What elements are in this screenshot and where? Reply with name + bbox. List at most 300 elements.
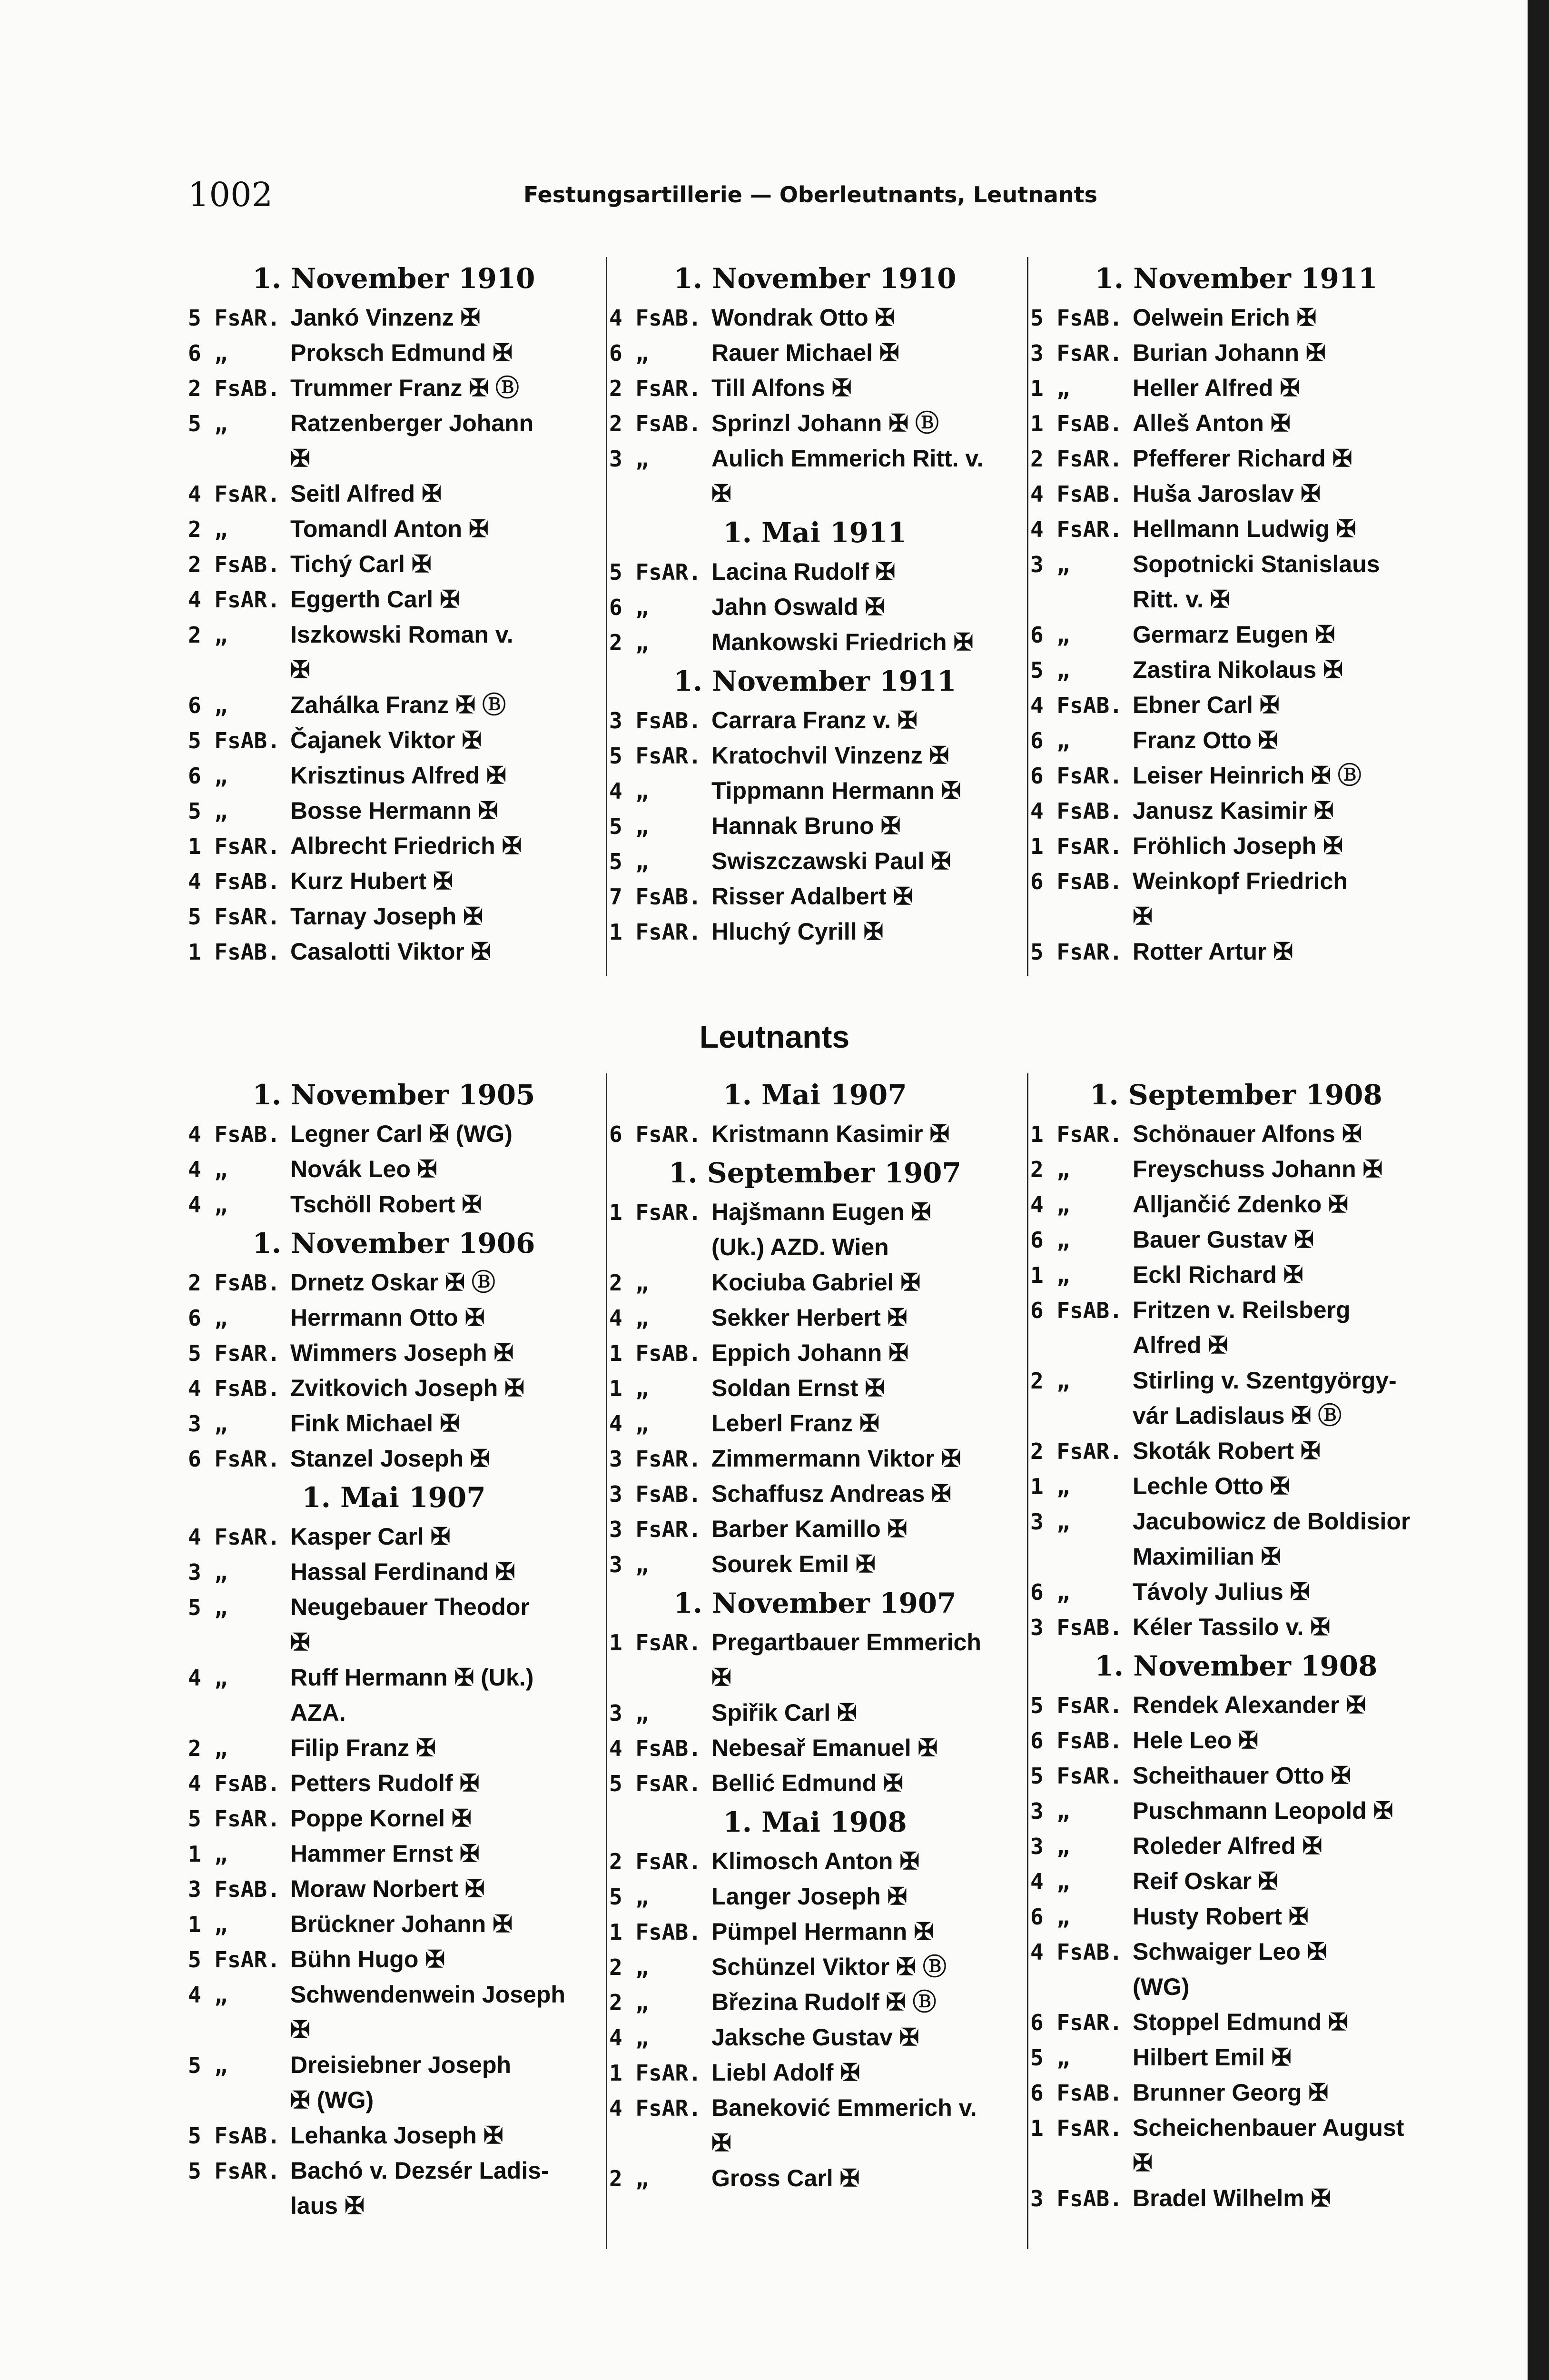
list-item — [188, 899, 600, 934]
list-item — [188, 617, 600, 652]
officer-name: Hele Leo ✠ — [1133, 1727, 1259, 1754]
unit-label: 3 „ — [1030, 552, 1070, 577]
officer-name: Risser Adalbert ✠ — [711, 883, 913, 910]
list-item — [609, 808, 1021, 843]
list-item — [188, 2082, 600, 2118]
list-item — [609, 1370, 1021, 1406]
officer-name: Tippmann Hermann ✠ — [711, 777, 961, 804]
list-item — [188, 793, 600, 828]
list-item — [1030, 1899, 1442, 1934]
officer-name: Maximilian ✠ — [1133, 1543, 1281, 1570]
list-item — [1030, 1969, 1442, 2004]
list-item — [188, 476, 600, 511]
list-item — [188, 300, 600, 335]
list-item — [609, 1949, 1021, 1984]
unit-label: 4 FsAB. — [188, 1121, 280, 1147]
unit-label: 1 „ — [188, 1841, 228, 1867]
column-1 — [188, 1073, 600, 2249]
officer-name: Lacina Rudolf ✠ — [711, 558, 896, 585]
officer-name: Petters Rudolf ✠ — [290, 1770, 480, 1796]
officer-name: Rauer Michael ✠ — [711, 339, 899, 366]
officer-name: Burian Johann ✠ — [1133, 339, 1326, 366]
officer-name: Mankowski Friedrich ✠ — [711, 629, 974, 655]
unit-label: 5 FsAR. — [188, 1947, 280, 1973]
officer-name: Skoták Robert ✠ — [1133, 1438, 1321, 1464]
list-item — [188, 2047, 600, 2082]
officer-name: Fröhlich Joseph ✠ — [1133, 833, 1343, 859]
list-item — [1030, 1433, 1442, 1468]
unit-label: 1 FsAR. — [609, 1630, 701, 1656]
date-heading: 1. September 1908 — [1090, 1079, 1382, 1111]
list-item — [609, 1265, 1021, 1300]
column-1 — [188, 257, 600, 976]
officer-name: Ratzenberger Johann — [290, 410, 534, 436]
officer-name: Jaksche Gustav ✠ — [711, 2024, 919, 2051]
officer-name: Drnetz Oskar ✠ Ⓑ — [290, 1269, 495, 1296]
officer-name: ✠ — [290, 445, 310, 472]
list-item — [1030, 406, 1442, 441]
list-item — [188, 2118, 600, 2153]
officer-name: Sekker Herbert ✠ — [711, 1304, 908, 1331]
officer-name: Till Alfons ✠ — [711, 375, 852, 401]
officer-name: Puschmann Leopold ✠ — [1133, 1797, 1393, 1824]
list-item — [609, 1695, 1021, 1730]
date-heading: 1. Mai 1907 — [302, 1481, 486, 1514]
list-item — [609, 1660, 1021, 1695]
officer-name: ✠ — [1133, 2150, 1153, 2176]
date-heading: 1. November 1910 — [673, 262, 957, 295]
unit-label: 4 FsAR. — [188, 481, 280, 507]
unit-label: 6 „ — [1030, 728, 1070, 754]
list-item — [1030, 582, 1442, 617]
list-item — [188, 1519, 600, 1554]
list-item — [188, 1836, 600, 1871]
list-item — [188, 1116, 600, 1151]
list-item — [609, 1984, 1021, 2020]
officer-name: ✠ — [711, 2130, 731, 2156]
unit-label: 4 „ — [609, 1305, 649, 1331]
officer-name: Weinkopf Friedrich — [1133, 868, 1348, 894]
list-item — [1030, 1504, 1442, 1539]
unit-label: 5 FsAR. — [609, 743, 701, 769]
list-item — [609, 1730, 1021, 1765]
unit-label: 5 FsAR. — [188, 305, 280, 331]
unit-label: 5 „ — [1030, 2045, 1070, 2071]
unit-label: 4 FsAB. — [1030, 481, 1123, 507]
list-item — [1030, 899, 1442, 934]
list-item — [188, 441, 600, 476]
unit-label: 5 FsAB. — [188, 728, 280, 754]
officer-name: Rotter Artur ✠ — [1133, 938, 1293, 965]
unit-label: 5 FsAR. — [1030, 1763, 1123, 1789]
officer-name: Barber Kamillo ✠ — [711, 1516, 908, 1542]
leutnants-heading: Leutnants — [699, 1019, 850, 1054]
unit-label: 1 FsAR. — [609, 2060, 701, 2086]
unit-label: 4 „ — [609, 778, 649, 804]
officer-name: Kéler Tassilo v. ✠ — [1133, 1614, 1331, 1640]
officer-name: Hannak Bruno ✠ — [711, 813, 901, 839]
list-item — [1030, 300, 1442, 335]
officer-name: laus ✠ — [290, 2192, 365, 2219]
officer-name: Hellmann Ludwig ✠ — [1133, 516, 1356, 542]
unit-label: 2 FsAR. — [609, 1849, 701, 1874]
unit-label: 5 „ — [188, 2053, 228, 2078]
officer-name: Trummer Franz ✠ Ⓑ — [290, 375, 519, 401]
officer-name: Fink Michael ✠ — [290, 1410, 460, 1437]
officer-name: Bachó v. Dezsér Ladis- — [290, 2157, 549, 2184]
unit-label: 3 FsAB. — [188, 1876, 280, 1902]
officer-name: Schwendenwein Joseph — [290, 1981, 565, 2008]
list-item — [609, 1914, 1021, 1949]
list-item — [1030, 863, 1442, 899]
unit-label: 6 „ — [1030, 1904, 1070, 1930]
officer-name: Neugebauer Theodor — [290, 1594, 530, 1620]
unit-label: 6 FsAR. — [188, 1446, 280, 1472]
unit-label: 3 „ — [609, 446, 649, 472]
list-item — [609, 843, 1021, 879]
unit-label: 5 FsAR. — [609, 1771, 701, 1796]
officer-name: Březina Rudolf ✠ Ⓑ — [711, 1989, 937, 2015]
list-item — [1030, 758, 1442, 793]
unit-label: 2 FsAB. — [609, 411, 701, 436]
list-item — [188, 652, 600, 687]
officer-name: Filip Franz ✠ — [290, 1735, 436, 1761]
unit-label: 3 FsAB. — [609, 1481, 701, 1507]
officer-name: Dreisiebner Joseph — [290, 2052, 512, 2078]
officer-name: Ebner Carl ✠ — [1133, 692, 1280, 718]
unit-label: 5 FsAR. — [188, 1340, 280, 1366]
unit-label: 2 „ — [1030, 1368, 1070, 1394]
list-item — [609, 773, 1021, 808]
unit-label: 4 FsAB. — [1030, 798, 1123, 824]
unit-label: 6 FsAB. — [1030, 2080, 1123, 2106]
unit-label: 4 FsAB. — [1030, 693, 1123, 718]
list-item — [188, 1660, 600, 1695]
list-item — [609, 1844, 1021, 1879]
list-item — [609, 2125, 1021, 2161]
column-3 — [1030, 1073, 1442, 2249]
officer-name: Leiser Heinrich ✠ Ⓑ — [1133, 762, 1362, 789]
officer-name: Moraw Norbert ✠ — [290, 1875, 485, 1902]
unit-label: 5 „ — [609, 849, 649, 874]
list-item — [188, 335, 600, 370]
list-item — [188, 1977, 600, 2012]
officer-name: Proksch Edmund ✠ — [290, 339, 513, 366]
column-3 — [1030, 257, 1442, 976]
officer-name: Pregartbauer Emmerich — [711, 1629, 981, 1656]
officer-name: Kasper Carl ✠ — [290, 1523, 451, 1550]
list-item — [1030, 511, 1442, 546]
officer-name: Hluchý Cyrill ✠ — [711, 918, 884, 945]
unit-label: 5 FsAB. — [188, 2123, 280, 2149]
list-item — [609, 1441, 1021, 1476]
officer-name: Hilbert Emil ✠ — [1133, 2044, 1292, 2071]
list-item — [1030, 2004, 1442, 2040]
column-divider — [606, 1073, 607, 2249]
list-item — [1030, 1793, 1442, 1828]
officer-name: Bühn Hugo ✠ — [290, 1946, 445, 1973]
officer-name: Oelwein Erich ✠ — [1133, 304, 1317, 331]
unit-label: 1 FsAB. — [1030, 411, 1123, 436]
officer-name: Tomandl Anton ✠ — [290, 516, 489, 542]
running-title: Festungsartillerie — Oberleutnants, Leutnants — [523, 182, 1097, 208]
officer-name: AZA. — [290, 1699, 346, 1726]
officer-name: Hassal Ferdinand ✠ — [290, 1558, 515, 1585]
officer-name: Bauer Gustav ✠ — [1133, 1226, 1314, 1253]
list-item — [1030, 335, 1442, 370]
list-item — [188, 1906, 600, 1942]
date-heading: 1. Mai 1911 — [723, 516, 907, 549]
list-item — [188, 1730, 600, 1765]
officer-name: Ritt. v. ✠ — [1133, 586, 1230, 613]
officer-name: Seitl Alfred ✠ — [290, 480, 442, 507]
oberleutnants-section — [188, 257, 1416, 976]
officer-name: Leberl Franz ✠ — [711, 1410, 880, 1437]
date-heading: 1. November 1911 — [673, 665, 957, 697]
officer-name: Bosse Hermann ✠ — [290, 797, 498, 824]
officer-name: Freyschuss Johann ✠ — [1133, 1156, 1383, 1182]
unit-label: 4 „ — [609, 1411, 649, 1437]
list-item — [1030, 1363, 1442, 1398]
list-item — [609, 370, 1021, 406]
unit-label: 6 FsAB. — [1030, 1728, 1123, 1754]
officer-name: Heller Alfred ✠ — [1133, 375, 1300, 401]
list-item — [609, 1547, 1021, 1582]
list-item — [1030, 1468, 1442, 1504]
officer-name: Poppe Kornel ✠ — [290, 1805, 472, 1832]
list-item — [1030, 934, 1442, 969]
list-item — [188, 1370, 600, 1406]
officer-name: Legner Carl ✠ (WG) — [290, 1121, 513, 1147]
unit-label: 3 „ — [188, 1411, 228, 1437]
unit-label: 4 „ — [188, 1665, 228, 1691]
unit-label: 6 „ — [609, 340, 649, 366]
list-item — [1030, 793, 1442, 828]
unit-label: 4 FsAR. — [1030, 516, 1123, 542]
list-item — [188, 1871, 600, 1906]
unit-label: 5 FsAR. — [609, 559, 701, 585]
list-item — [188, 934, 600, 969]
unit-label: 1 „ — [188, 1912, 228, 1937]
officer-name: Tichý Carl ✠ — [290, 551, 432, 577]
unit-label: 2 „ — [188, 1735, 228, 1761]
officer-name: Gross Carl ✠ — [711, 2165, 860, 2192]
page-number: 1002 — [188, 175, 273, 214]
unit-label: 6 „ — [188, 693, 228, 718]
officer-name: Brückner Johann ✠ — [290, 1911, 513, 1937]
officer-name: Spiřik Carl ✠ — [711, 1699, 857, 1726]
officer-name: Klimosch Anton ✠ — [711, 1848, 920, 1874]
officer-name: Nebesař Emanuel ✠ — [711, 1735, 938, 1761]
officer-name: Huša Jaroslav ✠ — [1133, 480, 1321, 507]
unit-label: 2 „ — [188, 516, 228, 542]
officer-name: vár Ladislaus ✠ Ⓑ — [1133, 1402, 1342, 1429]
list-item — [1030, 1687, 1442, 1723]
officer-name: Alljančić Zdenko ✠ — [1133, 1191, 1349, 1218]
list-item — [188, 370, 600, 406]
unit-label: 6 FsAR. — [1030, 763, 1123, 789]
unit-label: 4 FsAR. — [609, 2095, 701, 2121]
list-item — [188, 1300, 600, 1335]
list-item — [609, 625, 1021, 660]
list-item — [188, 1441, 600, 1476]
unit-label: 6 „ — [188, 340, 228, 366]
unit-label: 6 FsAB. — [1030, 869, 1123, 894]
unit-label: 1 „ — [1030, 1262, 1070, 1288]
list-item — [609, 476, 1021, 511]
list-item — [609, 2090, 1021, 2125]
unit-label: 5 FsAR. — [188, 2158, 280, 2184]
date-heading: 1. November 1908 — [1095, 1650, 1378, 1682]
list-item — [609, 1625, 1021, 1660]
officer-name: Lechle Otto ✠ — [1133, 1473, 1290, 1499]
officer-name: Franz Otto ✠ — [1133, 727, 1278, 754]
unit-label: 2 „ — [609, 1270, 649, 1296]
column-divider — [1027, 1073, 1028, 2249]
date-heading: 1. November 1911 — [1095, 262, 1378, 295]
unit-label: 4 „ — [188, 1157, 228, 1182]
list-item — [1030, 441, 1442, 476]
list-item — [188, 1625, 600, 1660]
list-item — [1030, 1539, 1442, 1574]
list-item — [609, 1879, 1021, 1914]
unit-label: 1 FsAB. — [188, 939, 280, 965]
list-item — [1030, 1934, 1442, 1969]
unit-label: 7 FsAB. — [609, 884, 701, 910]
list-item — [1030, 1864, 1442, 1899]
officer-name: Ruff Hermann ✠ (Uk.) — [290, 1664, 534, 1691]
list-item — [609, 703, 1021, 738]
unit-label: 6 FsAR. — [609, 1121, 701, 1147]
list-item — [188, 1765, 600, 1801]
list-item — [609, 300, 1021, 335]
list-item — [1030, 1187, 1442, 1222]
list-item — [1030, 617, 1442, 652]
list-item — [1030, 370, 1442, 406]
officer-name: Stanzel Joseph ✠ — [290, 1445, 490, 1472]
officer-name: ✠ — [290, 1629, 310, 1656]
list-item — [188, 1187, 600, 1222]
date-heading: 1. November 1905 — [252, 1079, 535, 1111]
officer-name: Rendek Alexander ✠ — [1133, 1692, 1366, 1718]
list-item — [609, 1511, 1021, 1547]
officer-name: Tschöll Robert ✠ — [290, 1191, 482, 1218]
list-item — [609, 1476, 1021, 1511]
unit-label: 1 „ — [609, 1376, 649, 1401]
list-item — [188, 1151, 600, 1187]
officer-name: Wimmers Joseph ✠ — [290, 1339, 514, 1366]
officer-name: Roleder Alfred ✠ — [1133, 1833, 1322, 1859]
scan-edge — [1528, 0, 1549, 2380]
unit-label: 1 „ — [1030, 1474, 1070, 1499]
list-item — [188, 1589, 600, 1625]
officer-name: Jahn Oswald ✠ — [711, 594, 885, 620]
page-header — [0, 175, 1549, 223]
officer-name: Janusz Kasimir ✠ — [1133, 797, 1334, 824]
list-item — [188, 2188, 600, 2223]
unit-label: 1 FsAR. — [609, 1200, 701, 1225]
unit-label: 3 FsAR. — [609, 1517, 701, 1542]
list-item — [188, 1554, 600, 1589]
unit-label: 4 „ — [1030, 1192, 1070, 1218]
list-item — [1030, 1574, 1442, 1609]
officer-name: ✠ — [711, 1664, 731, 1691]
unit-label: 6 „ — [188, 1305, 228, 1331]
list-item — [188, 406, 600, 441]
list-item — [1030, 1398, 1442, 1433]
unit-label: 3 FsAR. — [1030, 340, 1123, 366]
list-item — [188, 828, 600, 863]
officer-name: Zastira Nikolaus ✠ — [1133, 656, 1343, 683]
officer-name: Hajšmann Eugen ✠ — [711, 1199, 931, 1225]
unit-label: 1 FsAB. — [609, 1340, 701, 1366]
officer-name: Stirling v. Szentgyörgy- — [1133, 1367, 1397, 1394]
list-item — [188, 723, 600, 758]
unit-label: 6 „ — [1030, 622, 1070, 648]
officer-name: Sprinzl Johann ✠ Ⓑ — [711, 410, 939, 436]
unit-label: 3 „ — [188, 1559, 228, 1585]
officer-name: Eggerth Carl ✠ — [290, 586, 460, 613]
list-item — [609, 1406, 1021, 1441]
unit-label: 3 „ — [1030, 1509, 1070, 1535]
unit-label: 4 „ — [1030, 1869, 1070, 1894]
list-item — [1030, 687, 1442, 723]
list-item — [1030, 1292, 1442, 1328]
officer-name: Schünzel Viktor ✠ Ⓑ — [711, 1954, 947, 1980]
list-item — [609, 1194, 1021, 1230]
officer-name: Swiszczawski Paul ✠ — [711, 848, 951, 874]
list-item — [1030, 2181, 1442, 2216]
list-item — [1030, 652, 1442, 687]
list-item — [1030, 2145, 1442, 2181]
unit-label: 5 „ — [609, 813, 649, 839]
unit-label: 3 „ — [1030, 1834, 1070, 1859]
officer-name: Iszkowski Roman v. — [290, 621, 513, 648]
unit-label: 4 „ — [188, 1982, 228, 2008]
list-item — [609, 335, 1021, 370]
list-item — [188, 1265, 600, 1300]
officer-name: Eppich Johann ✠ — [711, 1339, 909, 1366]
unit-label: 4 FsAR. — [188, 587, 280, 613]
list-item — [609, 2020, 1021, 2055]
officer-name: Sourek Emil ✠ — [711, 1551, 876, 1577]
column-divider — [1027, 257, 1028, 976]
unit-label: 3 FsAB. — [1030, 1615, 1123, 1640]
list-item — [188, 1801, 600, 1836]
list-item — [1030, 1609, 1442, 1645]
officer-name: Schwaiger Leo ✠ — [1133, 1938, 1327, 1965]
unit-label: 1 FsAR. — [1030, 833, 1123, 859]
officer-name: Sopotnicki Stanislaus — [1133, 551, 1380, 577]
unit-label: 5 „ — [609, 1884, 649, 1910]
list-item — [1030, 2110, 1442, 2145]
officer-name: Brunner Georg ✠ — [1133, 2079, 1329, 2106]
officer-name: Čajanek Viktor ✠ — [290, 727, 482, 754]
officer-name: Lehanka Joseph ✠ — [290, 2122, 503, 2149]
officer-name: (Uk.) AZD. Wien — [711, 1234, 889, 1260]
unit-label: 5 FsAR. — [188, 1806, 280, 1832]
officer-name: Krisztinus Alfred ✠ — [290, 762, 506, 789]
officer-name: ✠ — [290, 2016, 310, 2043]
officer-name: Casalotti Viktor ✠ — [290, 938, 491, 965]
officer-name: Pfefferer Richard ✠ — [1133, 445, 1352, 472]
officer-name: Jacubowicz de Boldisior — [1133, 1508, 1411, 1535]
officer-name: Távoly Julius ✠ — [1133, 1578, 1310, 1605]
list-item — [609, 1230, 1021, 1265]
unit-label: 4 FsAB. — [188, 869, 280, 894]
unit-label: 6 „ — [609, 595, 649, 620]
unit-label: 2 „ — [1030, 1157, 1070, 1182]
